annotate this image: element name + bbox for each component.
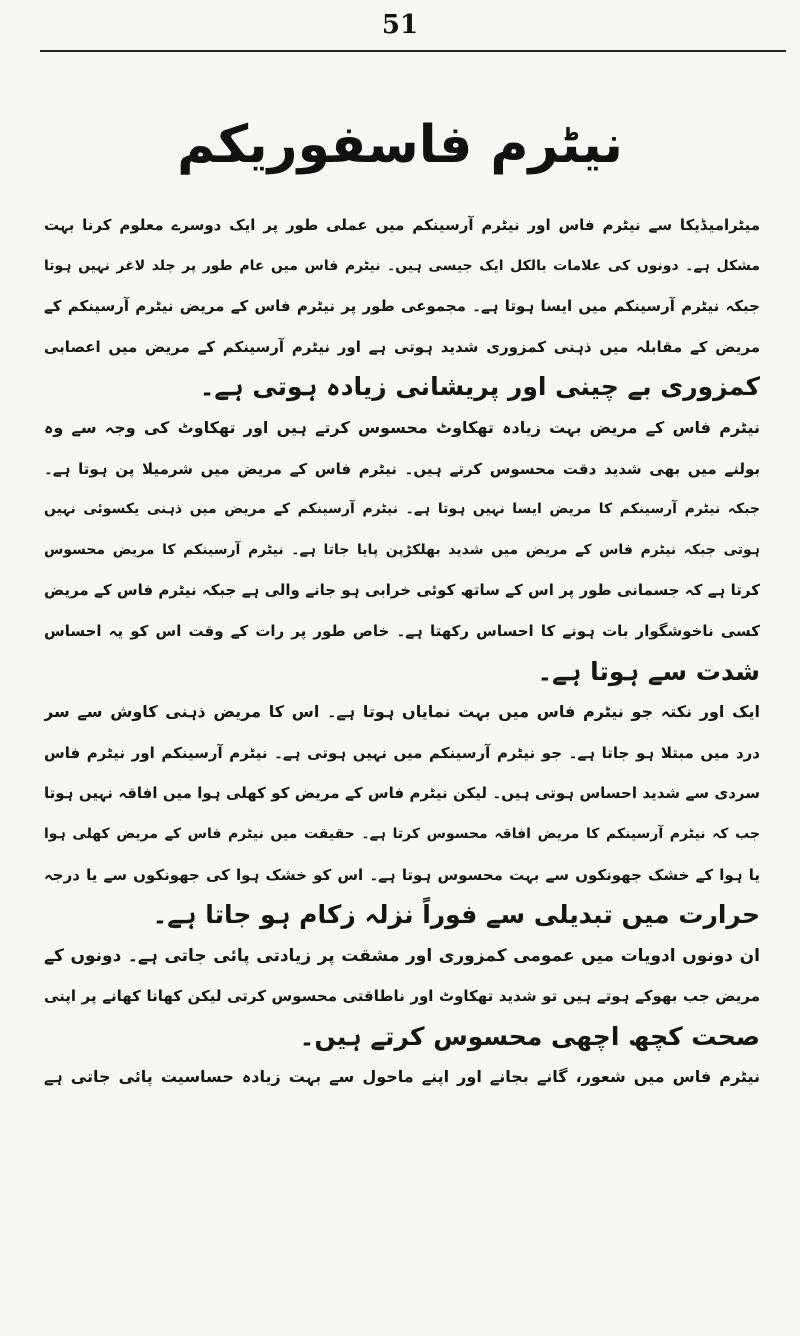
text-line: ہوتی جبکہ نیٹرم فاس کے مریض میں شدید بھلکڑپن پایا جاتا ہے۔ نیٹرم آرسینکم کا مریض محسوس: [44, 541, 760, 558]
body-text: [44, 205, 760, 1098]
text-line: کرتا ہے کہ جسمانی طور پر اس کے ساتھ کوئی خرابی ہو جانے والی ہے جبکہ نیٹرم فاس کے مریض: [44, 581, 760, 600]
text-line: شدت سے ہوتا ہے۔: [537, 656, 760, 686]
text-line: ان دونوں ادویات میں عمومی کمزوری اور مشقت پر زیادتی پائی جاتی ہے۔ دونوں کے: [44, 945, 760, 966]
text-line: صحت کچھ اچھی محسوس کرتے ہیں۔: [299, 1021, 760, 1051]
text-line: میٹرامیڈیکا سے نیٹرم فاس اور نیٹرم آرسینکم میں عملی طور پر ایک دوسرے معلوم کرنا بہت: [44, 216, 760, 234]
text-line: درد میں مبتلا ہو جاتا ہے۔ جو نیٹرم آرسینکم میں نہیں ہوتی ہے۔ نیٹرم آرسینکم اور نیٹرم فاس: [44, 743, 760, 762]
chapter-title: نیٹرم فاسفوریکم: [177, 115, 623, 175]
text-line: جبکہ نیٹرم آرسینکم کا مریض ایسا نہیں ہوتا ہے۔ نیٹرم آرسینکم کے مریض میں ذہنی یکسوئی نہیں: [44, 501, 760, 518]
text-line: یا ہوا کے خشک جھونکوں سے بہت محسوس ہوتا ہے۔ اس کو خشک ہوا کی جھونکوں سے یا درجہ: [44, 865, 760, 884]
text-line: بولنے میں بھی شدید دقت محسوس کرتے ہیں۔ نیٹرم فاس کے مریض میں شرمیلا پن ہوتا ہے۔: [44, 459, 760, 478]
text-line: کمزوری بے چینی اور پریشانی زیادہ ہوتی ہے۔: [199, 372, 760, 402]
text-line: سردی سے شدید احساس ہوتی ہیں۔ لیکن نیٹرم فاس کے مریض کو کھلی ہوا میں افاقہ نہیں ہوتا: [44, 784, 760, 803]
text-line: مریض کے مقابلہ میں ذہنی کمزوری شدید ہوتی ہے اور نیٹرم آرسینکم کے مریض میں اعصابی: [44, 337, 760, 356]
text-line: جب کہ نیٹرم آرسینکم کا مریض افاقہ محسوس کرتا ہے۔ حقیقت میں نیٹرم فاس کے مریض کھلی ہوا: [44, 825, 760, 842]
text-line: جبکہ نیٹرم آرسینکم میں ایسا ہوتا ہے۔ مجموعی طور پر نیٹرم فاس کے مریض نیٹرم آرسینکم کے: [44, 297, 760, 316]
text-line: حرارت میں تبدیلی سے فوراً نزلہ زکام ہو جاتا ہے۔: [152, 900, 760, 930]
page-number: 51: [381, 10, 419, 40]
text-line: مشکل ہے۔ دونوں کی علامات بالکل ایک جیسی ہیں۔ نیٹرم فاس میں عام طور پر جلد لاغر نہیں ہوتا: [44, 257, 760, 274]
text-line: نیٹرم فاس کے مریض بہت زیادہ تھکاوٹ محسوس کرتے ہیں اور تھکاوٹ کی وجہ سے وہ: [44, 417, 760, 437]
text-line: مریض جب بھوکے ہوتے ہیں تو شدید تھکاوٹ اور ناطاقتی محسوس کرتی لیکن کھانا کھانے پر اپنی: [44, 987, 760, 1006]
text-line: ایک اور نکتہ جو نیٹرم فاس میں بہت نمایاں ہوتا ہے۔ اس کا مریض ذہنی کاوش سے سر: [44, 702, 760, 722]
header-rule: [40, 50, 786, 52]
text-line: نیٹرم فاس میں شعور، گانے بجانے اور اپنے ماحول سے بہت زیادہ حساسیت پائی جاتی ہے: [44, 1067, 760, 1087]
text-line: کسی ناخوشگوار بات ہونے کا احساس رکھتا ہے۔ خاص طور پر رات کے وقت اس کو یہ احساس: [44, 621, 760, 640]
